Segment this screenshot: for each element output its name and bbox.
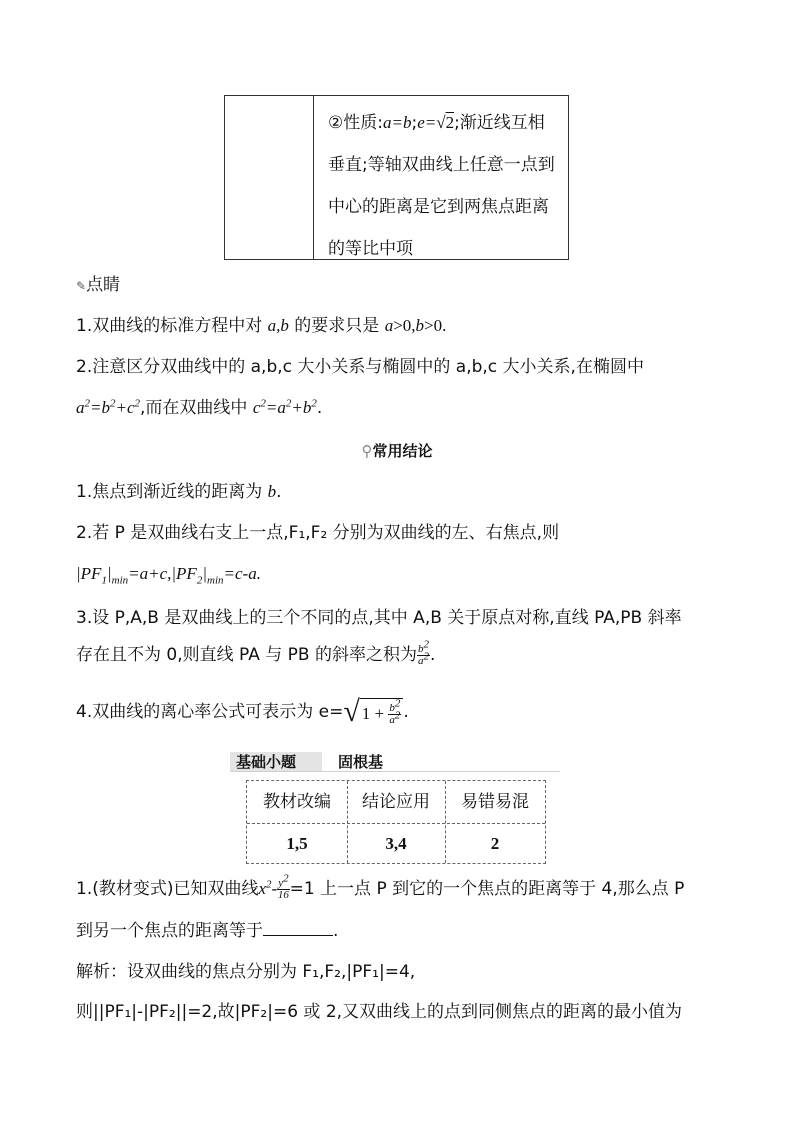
- property-line-4: 的等比中项: [328, 239, 413, 259]
- sqrt-sign: √: [436, 113, 446, 132]
- dianjing-title: 点睛: [86, 275, 121, 295]
- question-1-line-1: [76, 871, 685, 901]
- table-header: 易错易混: [461, 792, 529, 812]
- property-cell: [328, 102, 568, 270]
- pencil-icon: ✎: [76, 279, 87, 293]
- eq-e: e=: [417, 113, 437, 132]
- section-title-text: 常用结论: [372, 442, 433, 460]
- conclusion-3-line-1: 3.设 P,A,B 是双曲线上的三个不同的点,其中 A,B 关于原点对称,直线 PA,PB 斜率: [76, 608, 682, 628]
- eccentricity-formula: √ 1 + $\frac{b^2}{a^2}$: [343, 698, 403, 726]
- cond-b: >0.: [424, 316, 447, 335]
- property-suffix: ;渐近线互相: [454, 113, 545, 133]
- question-1-line-2: [76, 919, 338, 943]
- text: 1.焦点到渐近线的距离为: [76, 482, 268, 502]
- conclusion-1: [76, 480, 282, 504]
- var-ab: a,b: [267, 316, 289, 335]
- conclusion-2-line-2: $|PF_1|_{min}=a+c,|PF_2|_{min}=c-a$.: [76, 564, 261, 587]
- property-label: ②性质:: [328, 113, 383, 133]
- table-divider: [313, 96, 314, 259]
- property-line-1: [328, 102, 568, 144]
- table-header: 结论应用: [362, 792, 430, 812]
- dianjing-item-1: [76, 314, 446, 338]
- banner-sub: 固根基: [338, 753, 384, 771]
- text: 4.双曲线的离心率公式可表示为 e=: [76, 702, 344, 722]
- eq-a-b: a=b: [382, 113, 412, 132]
- dianjing-item-2-line-2: $a^2=b^2+c^2$,而在双曲线中 $c^2=a^2+b^2$.: [76, 397, 323, 418]
- text: 存在且不为 0,则直线 PA 与 PB 的斜率之积为: [76, 645, 417, 665]
- table-cell: 1,5: [286, 834, 308, 853]
- y2-over-16: $\frac{y^2}{16}$: [277, 871, 289, 901]
- text: ,而在双曲线中: [140, 398, 253, 418]
- cond-a: >0,: [393, 316, 416, 335]
- text: 到另一个焦点的距离等于: [76, 921, 263, 941]
- conclusion-2-line-1: 2.若 P 是双曲线右支上一点,F₁,F₂ 分别为双曲线的左、右焦点,则: [76, 523, 560, 543]
- banner-label: 基础小题: [236, 753, 297, 771]
- var-b: b: [267, 482, 277, 501]
- text: .: [333, 921, 339, 941]
- property-table: [224, 95, 569, 260]
- section-title: [0, 440, 794, 461]
- property-line-3: 中心的距离是它到两焦点距离: [328, 197, 549, 217]
- conclusion-3-line-2: 存在且不为 0,则直线 PA 与 PB 的斜率之积为 $\frac{b^2}{a^2}$ .: [76, 637, 436, 667]
- analysis-line-1: 解析：设双曲线的焦点分别为 F₁,F₂,|PF₁|=4,: [76, 962, 416, 982]
- property-line-2: 垂直;等轴双曲线上任意一点到: [328, 155, 555, 175]
- magnifier-icon: ⚲: [361, 442, 373, 460]
- var-a: a: [384, 316, 394, 335]
- analysis-line-2: 则||PF₁|-|PF₂||=2,故|PF₂|=6 或 2,又双曲线上的点到同侧焦点的距离的最小值为: [76, 1002, 683, 1022]
- sep: ;: [411, 113, 418, 133]
- section-banner: [230, 752, 560, 772]
- dianjing-item-2-line-1: 2.注意区分双曲线中的 a,b,c 大小关系与椭圆中的 a,b,c 大小关系,在椭圆中: [76, 357, 644, 377]
- table-cell: 3,4: [385, 834, 407, 853]
- text: .: [276, 482, 282, 502]
- answer-blank[interactable]: [263, 919, 333, 936]
- text: 1.(教材变式)已知双曲线: [76, 879, 259, 899]
- table-cell: 2: [490, 834, 500, 853]
- question-classification-table: [246, 780, 546, 864]
- ellipse-relation: $a^2=b^2+c^2$: [76, 397, 141, 417]
- text: 1.双曲线的标准方程中对: [76, 316, 268, 336]
- slope-product-fraction: $\frac{b^2}{a^2}$: [417, 637, 429, 667]
- dianjing-heading: [76, 273, 120, 298]
- sqrt-2: 2: [445, 113, 455, 132]
- hyperbola-equation: $x^2-$: [258, 878, 278, 898]
- table-header: 教材改编: [263, 792, 331, 812]
- var-b: b: [415, 316, 425, 335]
- text: =1 上一点 P 到它的一个焦点的距离等于 4,那么点 P: [289, 879, 685, 899]
- text: 的要求只是: [288, 316, 385, 336]
- conclusion-4: 4.双曲线的离心率公式可表示为 e=√ 1 + $\frac{b^2}{a^2}$ .: [76, 695, 409, 728]
- hyperbola-relation: $c^2=a^2+b^2$: [252, 397, 317, 417]
